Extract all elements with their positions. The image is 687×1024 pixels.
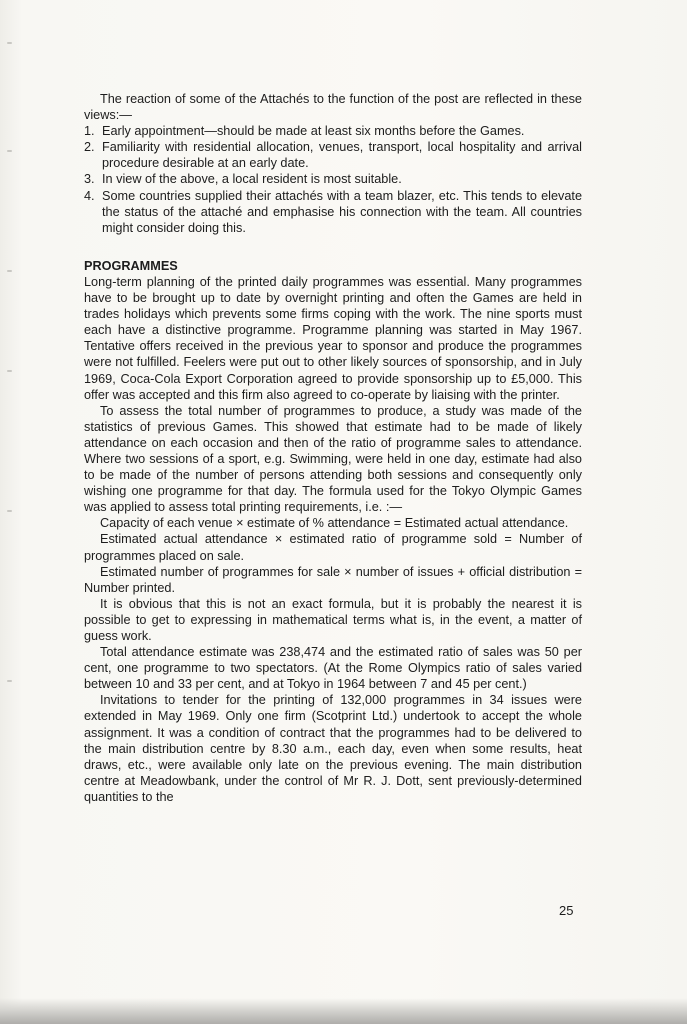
- paragraph: It is obvious that this is not an exact formula, but it is probably the nearest it is possible to get to expressing in mathematical terms what is, in the event, a matter of guess work.: [84, 596, 582, 643]
- list-item: [84, 139, 582, 171]
- list-text: Familiarity with residential allocation, venues, transport, local hospitality and arrival procedure desirable at an early date.: [102, 140, 582, 171]
- list-number: 3.: [84, 172, 95, 187]
- page-edge-marks: [4, 40, 16, 740]
- list-text: In view of the above, a local resident is most suitable.: [102, 172, 402, 187]
- views-list: [84, 123, 582, 236]
- paragraph: Total attendance estimate was 238,474 and the estimated ratio of sales was 50 per cent, one programme to two spectators. (At the Rome Olympics ratio of sales varied between 10 and 33 per cent, and at Tokyo in 1964 between 7 and 45 per cent.): [84, 645, 582, 692]
- list-number: 4.: [84, 188, 95, 203]
- page-number: 25: [559, 903, 574, 918]
- list-item: [84, 171, 582, 187]
- list-item: [84, 123, 582, 139]
- formula-paragraph: Estimated number of programmes for sale × number of issues + official distribution = Number printed.: [84, 564, 582, 595]
- list-number: 2.: [84, 140, 95, 155]
- list-item: [84, 188, 582, 236]
- section-heading: PROGRAMMES: [84, 258, 178, 273]
- list-text: Some countries supplied their attachés with a team blazer, etc. This tends to elevate the status of the attaché and emphasise his connection with the team. All countries might consider doing this.: [102, 188, 582, 235]
- formula-paragraph: Capacity of each venue × estimate of % attendance = Estimated actual attendance.: [100, 516, 569, 531]
- page-bottom-edge: [0, 998, 687, 1024]
- formula-paragraph: Estimated actual attendance × estimated ratio of programme sold = Number of programmes placed on sale.: [84, 532, 582, 563]
- intro-paragraph: The reaction of some of the Attachés to the function of the post are reflected in these views:—: [84, 92, 582, 123]
- paragraph: To assess the total number of programmes to produce, a study was made of the statistics of previous Games. This showed that estimate had to be made of likely attendance on each occasion and then of the ratio of programme sales to attendance. Where two sessions of a sport, e.g. Swimming, were held in one day, estimate had also to be made of the number of persons attending both sessions and consequently only wishing one programme for that day. The formula used for the Tokyo Olympic Games was applied to assess total printing requirements, i.e. :—: [84, 403, 582, 515]
- list-text: Early appointment—should be made at least six months before the Games.: [102, 124, 525, 139]
- list-number: 1.: [84, 124, 95, 139]
- body-text: [84, 91, 582, 805]
- paragraph: Invitations to tender for the printing of 132,000 programmes in 34 issues were extended in May 1969. Only one firm (Scotprint Ltd.) undertook to accept the whole assignment. It was a condition of contract that the programmes had to be delivered to the main distribution centre by 8.30 a.m., each day, even when some results, heat draws, etc., were available only late on the previous evening. The main distribution centre at Meadowbank, under the control of Mr R. J. Dott, sent previously-determined quantities to the: [84, 693, 582, 804]
- paragraph: Long-term planning of the printed daily programmes was essential. Many programmes have to be brought up to date by overnight printing and often the Games are held in trades holidays which prevents some firms coping with the work. The nine sports must each have a distinctive programme. Programme planning was started in May 1967. Tentative offers received in the previous year to sponsor and produce the programmes were not fulfilled. Feelers were put out to other likely sources of sponsorship, and in July 1969, Coca-Cola Export Corporation agreed to provide sponsorship up to £5,000. This offer was accepted and this firm also agreed to co-operate by liaising with the printer.: [84, 274, 582, 402]
